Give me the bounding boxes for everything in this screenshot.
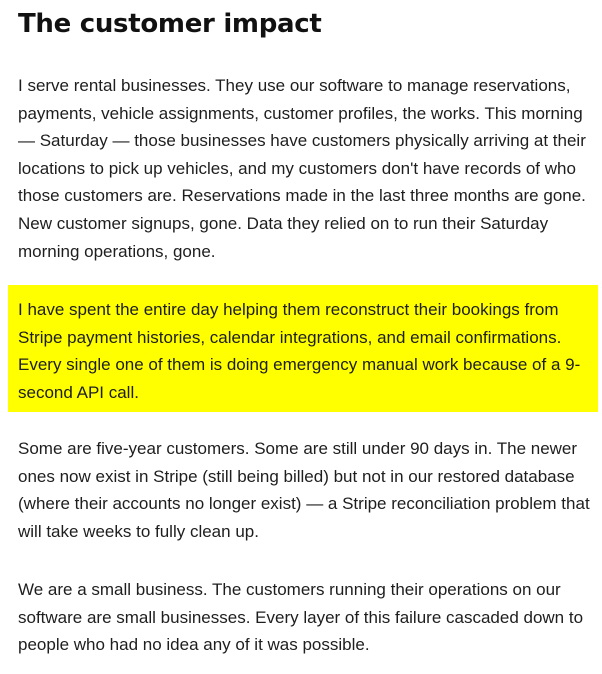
- paragraph-highlighted: I have spent the entire day helping them reconstruct their bookings from Stripe payment histories, calendar integrations, and email confirmations. Every single one of them is doing emergency manual work because of a 9-second API call.: [18, 300, 581, 402]
- paragraph-impact-intro: I serve rental businesses. They use our software to manage reservations, payments, vehicle assignments, customer profiles, the works. This morning — Saturday — those businesses have customers physically arriving at their locations to pick up vehicles, and my customers don't have records of who those customers are. Reservations made in the last three months are gone. New customer signups, gone. Data they relied on to run their Saturday morning operations, gone.: [18, 76, 586, 261]
- paragraph-small-business: We are a small business. The customers running their operations on our software are small businesses. Every layer of this failure cascaded down to people who had no idea any of it was possible.: [18, 580, 584, 655]
- paragraph-customer-tenure: Some are five-year customers. Some are still under 90 days in. The newer ones now exist in Stripe (still being billed) but not in our restored database (where their accounts no longer exist) — a Stripe reconciliation problem that will take weeks to fully clean up.: [18, 439, 590, 541]
- section-heading: The customer impact: [18, 9, 322, 39]
